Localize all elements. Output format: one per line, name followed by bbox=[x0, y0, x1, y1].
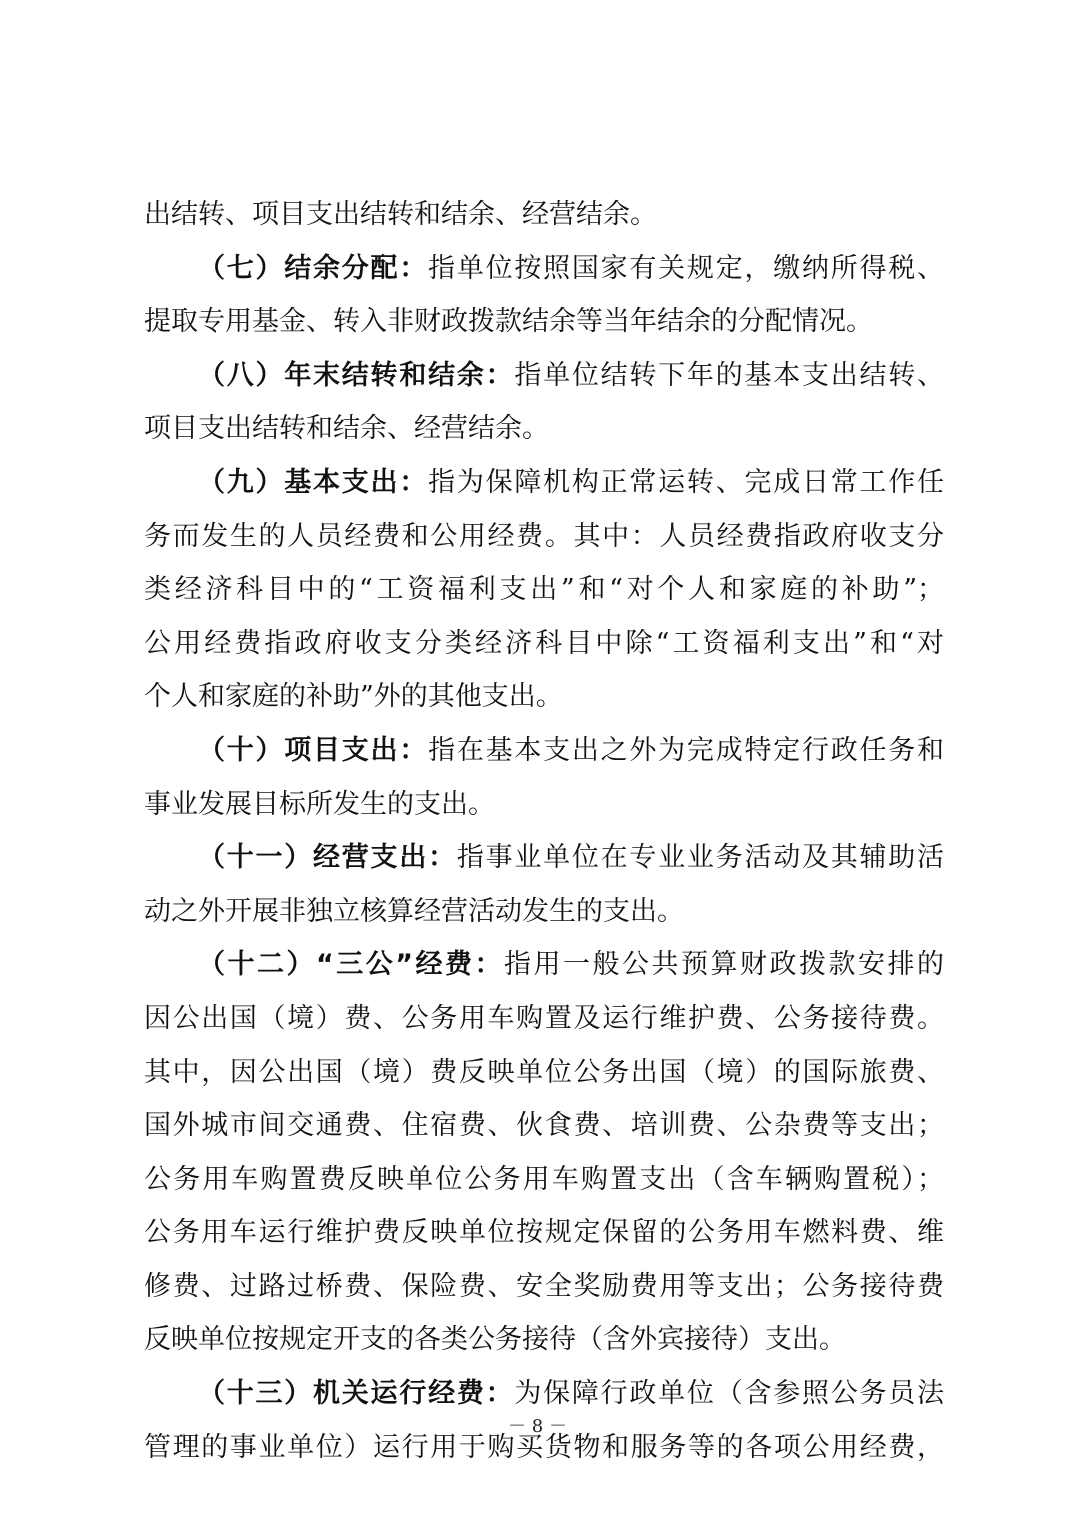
line-text: 指在基本支出之外为完成特定行政任务和 bbox=[428, 734, 944, 766]
text-line bbox=[144, 1260, 944, 1314]
line-text: 指事业单位在专业业务活动及其辅助活 bbox=[456, 842, 944, 874]
text-line bbox=[144, 510, 944, 564]
line-text: 公务用车运行维护费反映单位按规定保留的公务用车燃料费、维 bbox=[144, 1217, 944, 1249]
term-heading: （十）项目支出： bbox=[198, 734, 429, 766]
text-line bbox=[144, 670, 944, 724]
line-text: 公务用车购置费反映单位公务用车购置支出（含车辆购置税）； bbox=[144, 1163, 944, 1195]
line-text: 提取专用基金、转入非财政拨款结余等当年结余的分配情况。 bbox=[144, 306, 873, 338]
text-line bbox=[144, 1046, 944, 1100]
term-heading: （九）基本支出： bbox=[198, 466, 429, 498]
line-text: 类经济科目中的“工资福利支出”和“对个人和家庭的补助”； bbox=[144, 574, 944, 606]
line-text: 为保障行政单位（含参照公务员法 bbox=[514, 1378, 944, 1410]
text-line bbox=[144, 1099, 944, 1153]
term-heading: （十三）机关运行经费： bbox=[198, 1378, 515, 1410]
text-line bbox=[144, 1153, 944, 1207]
text-line bbox=[144, 1313, 944, 1367]
text-line bbox=[144, 831, 944, 885]
line-text: 出结转、项目支出结转和结余、经营结余。 bbox=[144, 199, 657, 230]
text-line bbox=[144, 242, 944, 296]
text-line bbox=[144, 885, 944, 939]
line-text: 因公出国（境）费、公务用车购置及运行维护费、公务接待费。 bbox=[144, 1002, 944, 1034]
line-text: 指为保障机构正常运转、完成日常工作任 bbox=[428, 466, 944, 498]
line-text: 务而发生的人员经费和公用经费。其中：人员经费指政府收支分 bbox=[144, 520, 944, 552]
text-line bbox=[144, 938, 944, 992]
text-line bbox=[144, 402, 944, 456]
text-line bbox=[144, 778, 944, 832]
document-body bbox=[144, 188, 944, 1474]
line-text: 动之外开展非独立核算经营活动发生的支出。 bbox=[144, 895, 684, 927]
line-text: 管理的事业单位）运行用于购买货物和服务等的各项公用经费， bbox=[144, 1431, 944, 1463]
line-text: 公用经费指政府收支分类经济科目中除“工资福利支出”和“对 bbox=[144, 627, 944, 659]
text-line bbox=[144, 617, 944, 671]
line-text: 其中，因公出国（境）费反映单位公务出国（境）的国际旅费、 bbox=[144, 1056, 944, 1088]
term-heading: （八）年末结转和结余： bbox=[198, 359, 515, 391]
line-text: 事业发展目标所发生的支出。 bbox=[144, 788, 495, 820]
page-number: － 8 － bbox=[508, 1416, 567, 1437]
line-text: 指用一般公共预算财政拨款安排的 bbox=[504, 949, 944, 981]
line-text: 国外城市间交通费、住宿费、伙食费、培训费、公杂费等支出； bbox=[144, 1110, 944, 1142]
term-heading: （十二）“三公”经费： bbox=[198, 949, 504, 981]
term-heading: （十一）经营支出： bbox=[198, 842, 457, 874]
line-text: 指单位结转下年的基本支出结转、 bbox=[514, 359, 944, 391]
line-text: 指单位按照国家有关规定，缴纳所得税、 bbox=[428, 252, 944, 284]
text-line bbox=[144, 563, 944, 617]
line-text: 个人和家庭的补助”外的其他支出。 bbox=[144, 681, 563, 713]
line-text: 反映单位按规定开支的各类公务接待（含外宾接待）支出。 bbox=[144, 1324, 846, 1356]
text-line bbox=[144, 1206, 944, 1260]
line-text: 修费、过路过桥费、保险费、安全奖励费用等支出；公务接待费 bbox=[144, 1270, 944, 1302]
text-line bbox=[144, 456, 944, 510]
term-heading: （七）结余分配： bbox=[198, 252, 429, 284]
text-line bbox=[144, 188, 944, 242]
text-line bbox=[144, 295, 944, 349]
text-line bbox=[144, 349, 944, 403]
text-line bbox=[144, 724, 944, 778]
line-text: 项目支出结转和结余、经营结余。 bbox=[144, 413, 549, 445]
text-line bbox=[144, 992, 944, 1046]
